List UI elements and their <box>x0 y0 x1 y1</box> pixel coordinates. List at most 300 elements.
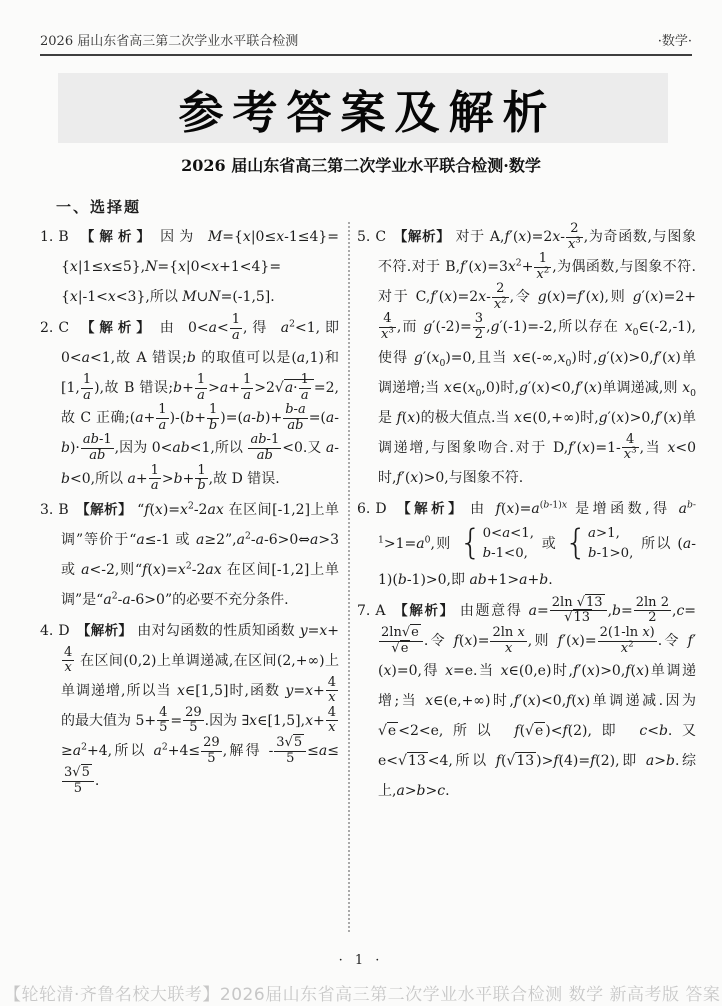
fraction-numerator: 1 <box>208 402 218 418</box>
superscript: 2 <box>111 589 118 601</box>
superscript: 2 <box>628 639 634 650</box>
fraction <box>326 706 338 736</box>
radical <box>398 752 428 769</box>
math-variable: a <box>153 743 162 760</box>
math-variable: b <box>588 546 597 562</box>
superscript: 2 <box>543 265 550 276</box>
case-system <box>565 524 634 565</box>
fraction-numerator: 2ln√e <box>381 624 419 640</box>
fraction <box>81 373 93 403</box>
solution-item <box>40 495 339 615</box>
math-variable: a <box>502 525 511 541</box>
column-right <box>357 222 696 942</box>
radicand: 13 <box>573 610 591 626</box>
superscript: (b-1)x <box>539 498 568 510</box>
fraction-denominator <box>81 448 114 464</box>
fraction-numerator: 2ln √13 <box>551 594 603 610</box>
math-variable: y <box>285 682 294 699</box>
math-variable: a <box>136 531 145 548</box>
solution-item <box>40 222 339 312</box>
solution-answer: C <box>58 320 70 337</box>
radical <box>274 372 314 403</box>
math-variable: a <box>528 602 538 619</box>
fraction <box>195 464 207 494</box>
math-variable: a <box>232 327 240 343</box>
analysis-tag: 【解析】 <box>76 622 133 639</box>
superscript: 2 <box>515 257 522 269</box>
fraction-numerator: 4 <box>383 311 392 327</box>
solution-number: 3. <box>40 501 54 518</box>
math-variable: a <box>588 525 596 541</box>
fraction-numerator: 2 <box>496 281 505 297</box>
fraction <box>156 403 168 433</box>
analysis-tag: 【解析】 <box>392 602 455 619</box>
math-variable: x <box>536 266 544 282</box>
math-variable: x <box>69 259 78 275</box>
fraction <box>379 312 396 342</box>
math-variable: f <box>653 349 659 366</box>
radical <box>402 624 421 640</box>
radicand: e <box>411 624 419 640</box>
solution-answer: D <box>58 622 70 639</box>
math-variable: a <box>72 743 82 760</box>
case-line: b-1<0, <box>482 546 528 562</box>
radical <box>506 752 536 769</box>
math-variable: x <box>682 379 691 396</box>
math-variable: a <box>150 478 159 494</box>
superscript: 2 <box>185 559 192 571</box>
radical-sign: √ <box>525 723 534 740</box>
radical <box>285 734 305 750</box>
math-variable: x <box>512 349 521 366</box>
radical <box>391 640 410 656</box>
math-variable: a <box>81 561 90 578</box>
fraction-denominator <box>379 327 396 343</box>
math-variable: x <box>571 633 580 650</box>
fraction <box>473 312 485 342</box>
math-variable: f <box>654 409 660 426</box>
math-variable: g <box>598 409 608 426</box>
math-variable: a <box>309 531 319 548</box>
radical <box>564 609 592 625</box>
math-variable: b <box>256 410 265 427</box>
page-number: · 1 · <box>338 953 384 968</box>
fraction-denominator: 2 <box>474 326 484 342</box>
math-variable: ab <box>250 432 267 448</box>
math-variable: f <box>453 633 459 650</box>
math-variable: a <box>197 387 205 403</box>
superscript: 2 <box>244 529 251 541</box>
fraction <box>207 403 219 433</box>
math-variable: x <box>493 296 502 312</box>
subscript: 0 <box>439 357 446 369</box>
fraction-numerator: 29 <box>185 704 202 720</box>
fraction-denominator: 5 <box>201 751 222 767</box>
math-variable: b <box>173 380 183 397</box>
case-line: 0<a<1, <box>482 525 534 541</box>
math-variable: x <box>103 259 112 275</box>
fraction-denominator <box>622 447 639 463</box>
fraction-denominator <box>195 388 207 404</box>
math-variable: x <box>536 379 545 396</box>
column-divider <box>348 222 350 932</box>
math-variable: f <box>566 693 572 710</box>
math-variable: g <box>537 289 547 306</box>
page-title: 参考答案及解析 <box>178 85 557 139</box>
fraction-denominator <box>156 418 168 434</box>
math-variable: ax <box>207 501 224 518</box>
fraction-denominator <box>283 418 308 434</box>
math-variable: x <box>576 693 585 710</box>
math-variable: x <box>518 229 527 246</box>
radical-sign: √ <box>564 610 573 626</box>
case-lines <box>483 524 534 565</box>
header-exam-title: 2026 届山东省高三第二次学业水平联合检测 <box>40 34 299 49</box>
math-variable: x <box>623 447 632 463</box>
math-variable: ab <box>82 432 99 448</box>
subscript: 0 <box>690 387 696 399</box>
math-variable: x <box>467 379 476 396</box>
superscript: 2 <box>161 741 168 753</box>
fraction-numerator: 1 <box>82 372 92 388</box>
solution-answer: B <box>58 501 69 518</box>
math-variable: a <box>396 783 405 800</box>
math-variable: x <box>667 439 676 456</box>
radical-sign: √ <box>401 624 411 640</box>
math-variable: b <box>543 498 550 510</box>
math-variable: x <box>517 624 525 640</box>
radicand: e <box>400 640 409 656</box>
fraction-denominator <box>299 388 311 404</box>
analysis-tag: 【解析】 <box>75 501 133 518</box>
math-variable: x <box>667 349 676 366</box>
radical-sign: √ <box>506 753 516 770</box>
math-variable: x <box>616 409 625 426</box>
section-title-choice-questions: 一、选择题 <box>56 198 142 216</box>
math-variable: a <box>531 500 540 517</box>
solution-body: 因为 M={x|0≤x-1≤4}={x|1≤x≤5},N={x|0<x+1<4}={x|-1<x<3},所以 M∪N=(-1,5]. <box>61 229 340 305</box>
solution-number: 4. <box>40 622 54 639</box>
math-variable: f <box>396 469 402 486</box>
math-variable: a <box>318 743 328 760</box>
math-variable: a <box>300 387 309 403</box>
solution-item <box>40 616 339 797</box>
math-variable: b <box>612 602 621 619</box>
math-variable: b <box>539 571 549 588</box>
superscript: 3 <box>575 235 581 246</box>
math-variable: a <box>219 380 229 397</box>
case-line: b-1>0, <box>588 546 634 562</box>
math-variable: x <box>410 469 419 486</box>
math-variable: a <box>81 350 90 367</box>
math-variable: x <box>473 259 482 276</box>
fraction <box>550 596 607 626</box>
fraction-denominator <box>207 418 219 434</box>
math-variable: M <box>182 289 197 305</box>
fraction-denominator <box>149 478 161 494</box>
math-variable: x <box>527 693 536 710</box>
subscript: 0 <box>632 327 639 339</box>
math-variable: x <box>328 720 336 736</box>
fraction-denominator <box>490 641 526 657</box>
solution-number: 1. <box>40 229 54 245</box>
radical-sign: √ <box>576 594 586 610</box>
solution-answer: B <box>58 229 69 245</box>
math-variable: f <box>557 633 563 650</box>
fraction-denominator <box>81 388 93 404</box>
math-variable: x <box>443 379 452 396</box>
fraction-numerator: b-a <box>285 402 306 418</box>
superscript: 2 <box>187 499 194 511</box>
math-variable: f <box>144 501 150 518</box>
fraction-numerator: 2ln 2 <box>635 594 669 610</box>
math-variable: f <box>504 229 510 246</box>
solution-body: 由题意得 a= $\frac{2\ln √13}{√13}$ ,b= $\frac{2\ln 2}{2}$ ,c= $\frac{2\ln√e}{√e}$ .令 f(x)= $\frac{\text{2ln x}}{x}$ ,则 f′(x)= $\frac{\text{2(1-ln x)}}{x^2}$ .令 f′(x)=0,得 x=e.当 x∈(0,e)时,f′(x)>0,f(x)单调递增;当 x∈(e,+∞)时,f′(x)<0,f(x)单调递减.因为√e <2<e,所以 f(√e )<f(2),即 c<b.又 e<√13 <4,所以 f(√13 )>f(4)=f(2),即 a>b.综上,a>b>c. <box>378 594 696 800</box>
fraction <box>274 736 306 766</box>
math-variable: f <box>142 561 148 578</box>
solution-number: 7. <box>357 602 371 619</box>
math-variable: x <box>425 693 434 710</box>
fraction <box>201 736 222 766</box>
math-variable: g <box>413 349 423 366</box>
fraction-numerator: 4 <box>327 704 337 720</box>
case-lines <box>588 524 633 565</box>
fraction-numerator: 1 <box>242 372 252 388</box>
math-variable: a <box>296 350 306 367</box>
math-variable: g <box>519 379 528 396</box>
fraction <box>566 222 583 252</box>
fraction-denominator: 2 <box>634 610 671 626</box>
solution-body: 对于 A,f′(x)=2x- $\frac{2}{x^3}$ ,为奇函数,与图象不符.对于 $B,f'(x)=3x^2+$ $\frac{1}{x^2}$ ,为偶函数,与图象不符.对于 C,f′(x)=2x- $\frac{2}{x^2}$ ,令 g(x)=f′(x),则 g′(x)=2+ $\frac{4}{x^3}$ ,而 g′(-2)= $\frac{3}{2}$ ,g′(-1)=-2,所以存在 $x_0\in(-2,-1)$,使得 $g'(x_0)=0$,且当 $x\in(-\infty,x_0)$时,g′(x)>0,f′(x)单调递增;当 $x\in(x_0,0)$时,g′(x)<0,f′(x)单调递减,则 $x_0$ 是 f(x)的极大值点.当 x∈(0,+∞)时,g′(x)>0,f′(x)单调递增,与图象吻合.对于 D,f′(x)=1- $\frac{4}{x^3}$ ,当 x<0 时,f′(x)>0,与图象不符. <box>378 222 696 486</box>
math-variable: f <box>460 259 466 276</box>
math-variable: ab <box>89 447 106 463</box>
math-variable: x <box>464 633 473 650</box>
math-variable: x <box>154 501 163 518</box>
radical <box>525 722 545 739</box>
math-variable: f <box>573 663 579 680</box>
fraction-numerator: 4 <box>159 704 168 720</box>
math-variable: b <box>482 546 492 562</box>
fraction-numerator: 1 <box>300 372 309 388</box>
solution-body: “$f(x)=x^2-2ax$ 在区间[-1,2]上单调”等价于“a≤-1 或 $a\ge 2”,a^2-a-6>0\Leftrightarrow a>3$ 或 a<-2,则“$f(x)=x^2-2ax$ 在区间[-1,2]上单调”是“$a^2-a-6>0$”的必要不充分条件. <box>61 499 340 608</box>
fraction-numerator: 4 <box>327 674 336 690</box>
analysis-tag: 【解析】 <box>76 320 155 337</box>
math-variable: a <box>280 320 290 337</box>
radicand: 13 <box>586 594 603 610</box>
math-variable: g <box>423 319 433 336</box>
math-variable: a <box>416 536 425 553</box>
radical-sign: √ <box>72 765 81 781</box>
fraction <box>62 766 94 796</box>
math-variable: a <box>208 320 218 337</box>
fraction <box>230 313 242 343</box>
fraction-denominator <box>534 267 551 283</box>
fraction-numerator: 29 <box>203 735 220 750</box>
math-variable: x <box>381 326 389 342</box>
math-variable: a <box>325 410 335 427</box>
math-variable: x <box>242 229 251 245</box>
math-variable: f <box>514 723 520 740</box>
title-banner <box>58 73 668 143</box>
math-variable: b <box>658 723 668 740</box>
fraction-denominator <box>492 297 509 313</box>
fraction-denominator <box>195 478 207 494</box>
fraction-numerator: 4 <box>64 644 73 660</box>
math-variable: x <box>588 379 597 396</box>
math-variable: ab <box>256 447 273 463</box>
math-variable: a <box>83 387 91 403</box>
math-variable: a <box>127 470 136 487</box>
math-variable: x <box>107 289 116 305</box>
math-variable: g <box>490 319 500 336</box>
math-variable: x <box>642 624 650 640</box>
case-system <box>459 524 534 565</box>
header-subject: ·数学· <box>657 34 692 49</box>
math-variable: c <box>676 602 685 619</box>
fraction <box>299 373 311 403</box>
math-variable: x <box>276 229 285 245</box>
page-header <box>40 30 692 56</box>
fraction <box>490 626 526 656</box>
solution-body: 由对勾函数的性质知函数 y=x+ $\frac{4}{x}$ 在区间(0,2)上单调递减,在区间(2,+∞)上单调递增,所以当 x∈[1,5]时,函数 y=x+ $\frac{4}{x}$ 的最大值为 5+ $\frac{4}{5}$ = $\frac{29}{5}$ .因为 ∃x∈[1,5],x+ $\frac{4}{x}$ $\ge a^2+4$,所以 $a^2+4\le$ $\frac{29}{5}$ ,解得 - $\frac{3√5}{5}$ ≤a≤ $\frac{3√5}{5}$ . <box>61 622 340 796</box>
math-variable: x <box>561 498 568 510</box>
math-variable: a <box>242 410 252 427</box>
fraction-numerator: ab-1 <box>250 432 280 448</box>
math-variable: f <box>687 633 693 650</box>
fraction-denominator <box>550 610 607 626</box>
content-columns <box>40 222 696 942</box>
fraction-numerator: 2 <box>570 222 579 236</box>
fraction-numerator: ab-1 <box>82 432 112 448</box>
fraction-denominator: 5 <box>159 720 168 736</box>
math-variable: x <box>211 259 220 275</box>
math-variable: a <box>103 591 112 608</box>
math-variable: x <box>504 640 513 656</box>
radicand: 5 <box>293 735 303 750</box>
math-variable: x <box>557 349 566 366</box>
fraction-denominator <box>62 660 74 676</box>
math-variable: b <box>686 498 693 510</box>
radical-sign: √ <box>378 723 387 740</box>
fraction-numerator: 2ln x <box>492 624 525 640</box>
math-variable: x <box>305 712 313 729</box>
fraction-denominator <box>241 388 253 404</box>
radicand: 13 <box>516 753 535 770</box>
solution-item <box>357 494 696 595</box>
math-variable: a <box>122 591 131 608</box>
math-variable: c <box>639 723 648 740</box>
math-variable: ab <box>469 571 487 588</box>
fraction-denominator <box>248 448 281 464</box>
solution-answer: C <box>375 229 387 246</box>
analysis-tag: 【解析】 <box>75 229 156 245</box>
fraction <box>248 433 281 463</box>
math-variable: a <box>196 531 205 548</box>
math-variable: f <box>495 753 501 770</box>
math-variable: x <box>305 682 313 699</box>
fraction <box>149 464 161 494</box>
math-variable: a <box>645 753 655 770</box>
radicand: e <box>534 723 544 740</box>
fraction <box>157 706 169 736</box>
radical <box>72 764 92 780</box>
math-variable: a <box>682 536 692 553</box>
case-line: a>1, <box>588 525 620 541</box>
solution-item <box>357 596 696 806</box>
math-variable: x <box>506 500 515 517</box>
superscript: 2 <box>289 318 295 330</box>
fraction <box>62 646 74 676</box>
fraction <box>492 282 509 312</box>
fraction-denominator <box>566 237 583 253</box>
solution-number: 5. <box>357 229 371 246</box>
math-variable: x <box>635 663 644 680</box>
solution-body: 由 $f(x)=a^{(b-1)x}$ 是增函数,得 $a^{b-1}>1=a^0$,则 { 0<a<1, b-1<0, 或 { a>1, b-1>0, 所以 (a-1)(b-1)>0,即 ab+1>a+b. <box>378 498 696 588</box>
math-variable: x <box>650 289 659 306</box>
analysis-tag: 【解析】 <box>393 500 466 517</box>
math-variable: b <box>186 350 196 367</box>
math-variable: ab <box>172 440 190 457</box>
superscript: 2 <box>501 295 507 306</box>
fraction <box>326 676 338 706</box>
fraction-numerator: 1 <box>196 372 206 388</box>
math-variable: x <box>582 439 590 456</box>
math-variable: f <box>590 753 596 770</box>
math-variable: a <box>255 531 264 548</box>
math-variable: f <box>575 379 581 396</box>
fraction <box>81 433 114 463</box>
math-variable: b <box>61 470 70 487</box>
math-variable: f <box>513 693 520 710</box>
solution-body: 由 0<a< $\frac{1}{a}$ ,得 $a^2<1$,即 0<a<1,故 A 错误;b 的取值可以是(a,1)和[1, $\frac{1}{a}$ ),故 B 错误;b+ $\frac{1}{a}$ >a+ $\frac{1}{a}$ >2√a· $\frac{1}{a}$ =2,故 C 正确;(a+ $\frac{1}{a}$ )-(b+ $\frac{1}{b}$ )=(a-b)+ $\frac{b-a}{ab}$ =(a-b)· $\frac{ab-1}{ab}$ ,因为 0<ab<1,所以 $\frac{ab-1}{ab}$ <0.又 a-b<0,所以 a+ $\frac{1}{a}$ >b+ $\frac{1}{b}$ ,故 D 错误. <box>61 312 340 494</box>
math-variable: x <box>500 663 509 680</box>
superscript: b-1 <box>378 498 696 546</box>
solution-number: 6. <box>357 500 371 517</box>
fraction-denominator <box>326 720 338 736</box>
math-variable: b <box>665 753 675 770</box>
solution-item <box>357 222 696 493</box>
radicand: e <box>387 723 397 740</box>
fraction <box>379 626 423 656</box>
radicand: 5 <box>81 765 90 781</box>
exam-subtitle: 2026 届山东省高三第二次学业水平联合检测·数学 <box>181 156 541 175</box>
math-variable: x <box>431 349 440 366</box>
math-variable: x <box>177 259 186 275</box>
math-variable: a <box>325 440 335 457</box>
math-variable: g <box>632 289 642 306</box>
footer-watermark: 【轮轮清·齐鲁名校大联考】2026届山东省高三第二次学业水平联合检测 数学 新高考版 答案 <box>4 985 721 1005</box>
fraction <box>241 373 253 403</box>
fraction-denominator <box>230 328 242 344</box>
math-variable: M <box>207 229 223 245</box>
math-variable: b <box>61 440 70 457</box>
math-variable: x <box>591 289 600 306</box>
math-variable: x <box>444 289 453 306</box>
case-brace: { <box>459 523 482 564</box>
math-variable: a <box>519 571 528 588</box>
math-variable: x <box>668 409 677 426</box>
math-variable: N <box>145 259 158 275</box>
math-variable: x <box>177 682 185 699</box>
fraction <box>598 626 657 656</box>
fraction-denominator: 5 <box>274 751 306 767</box>
fraction-numerator: 1 <box>150 462 159 478</box>
radical-sign: √ <box>398 753 407 770</box>
math-variable: x <box>478 289 487 306</box>
math-variable: x <box>552 289 561 306</box>
math-variable: f <box>553 753 559 770</box>
fraction-denominator <box>326 690 338 706</box>
